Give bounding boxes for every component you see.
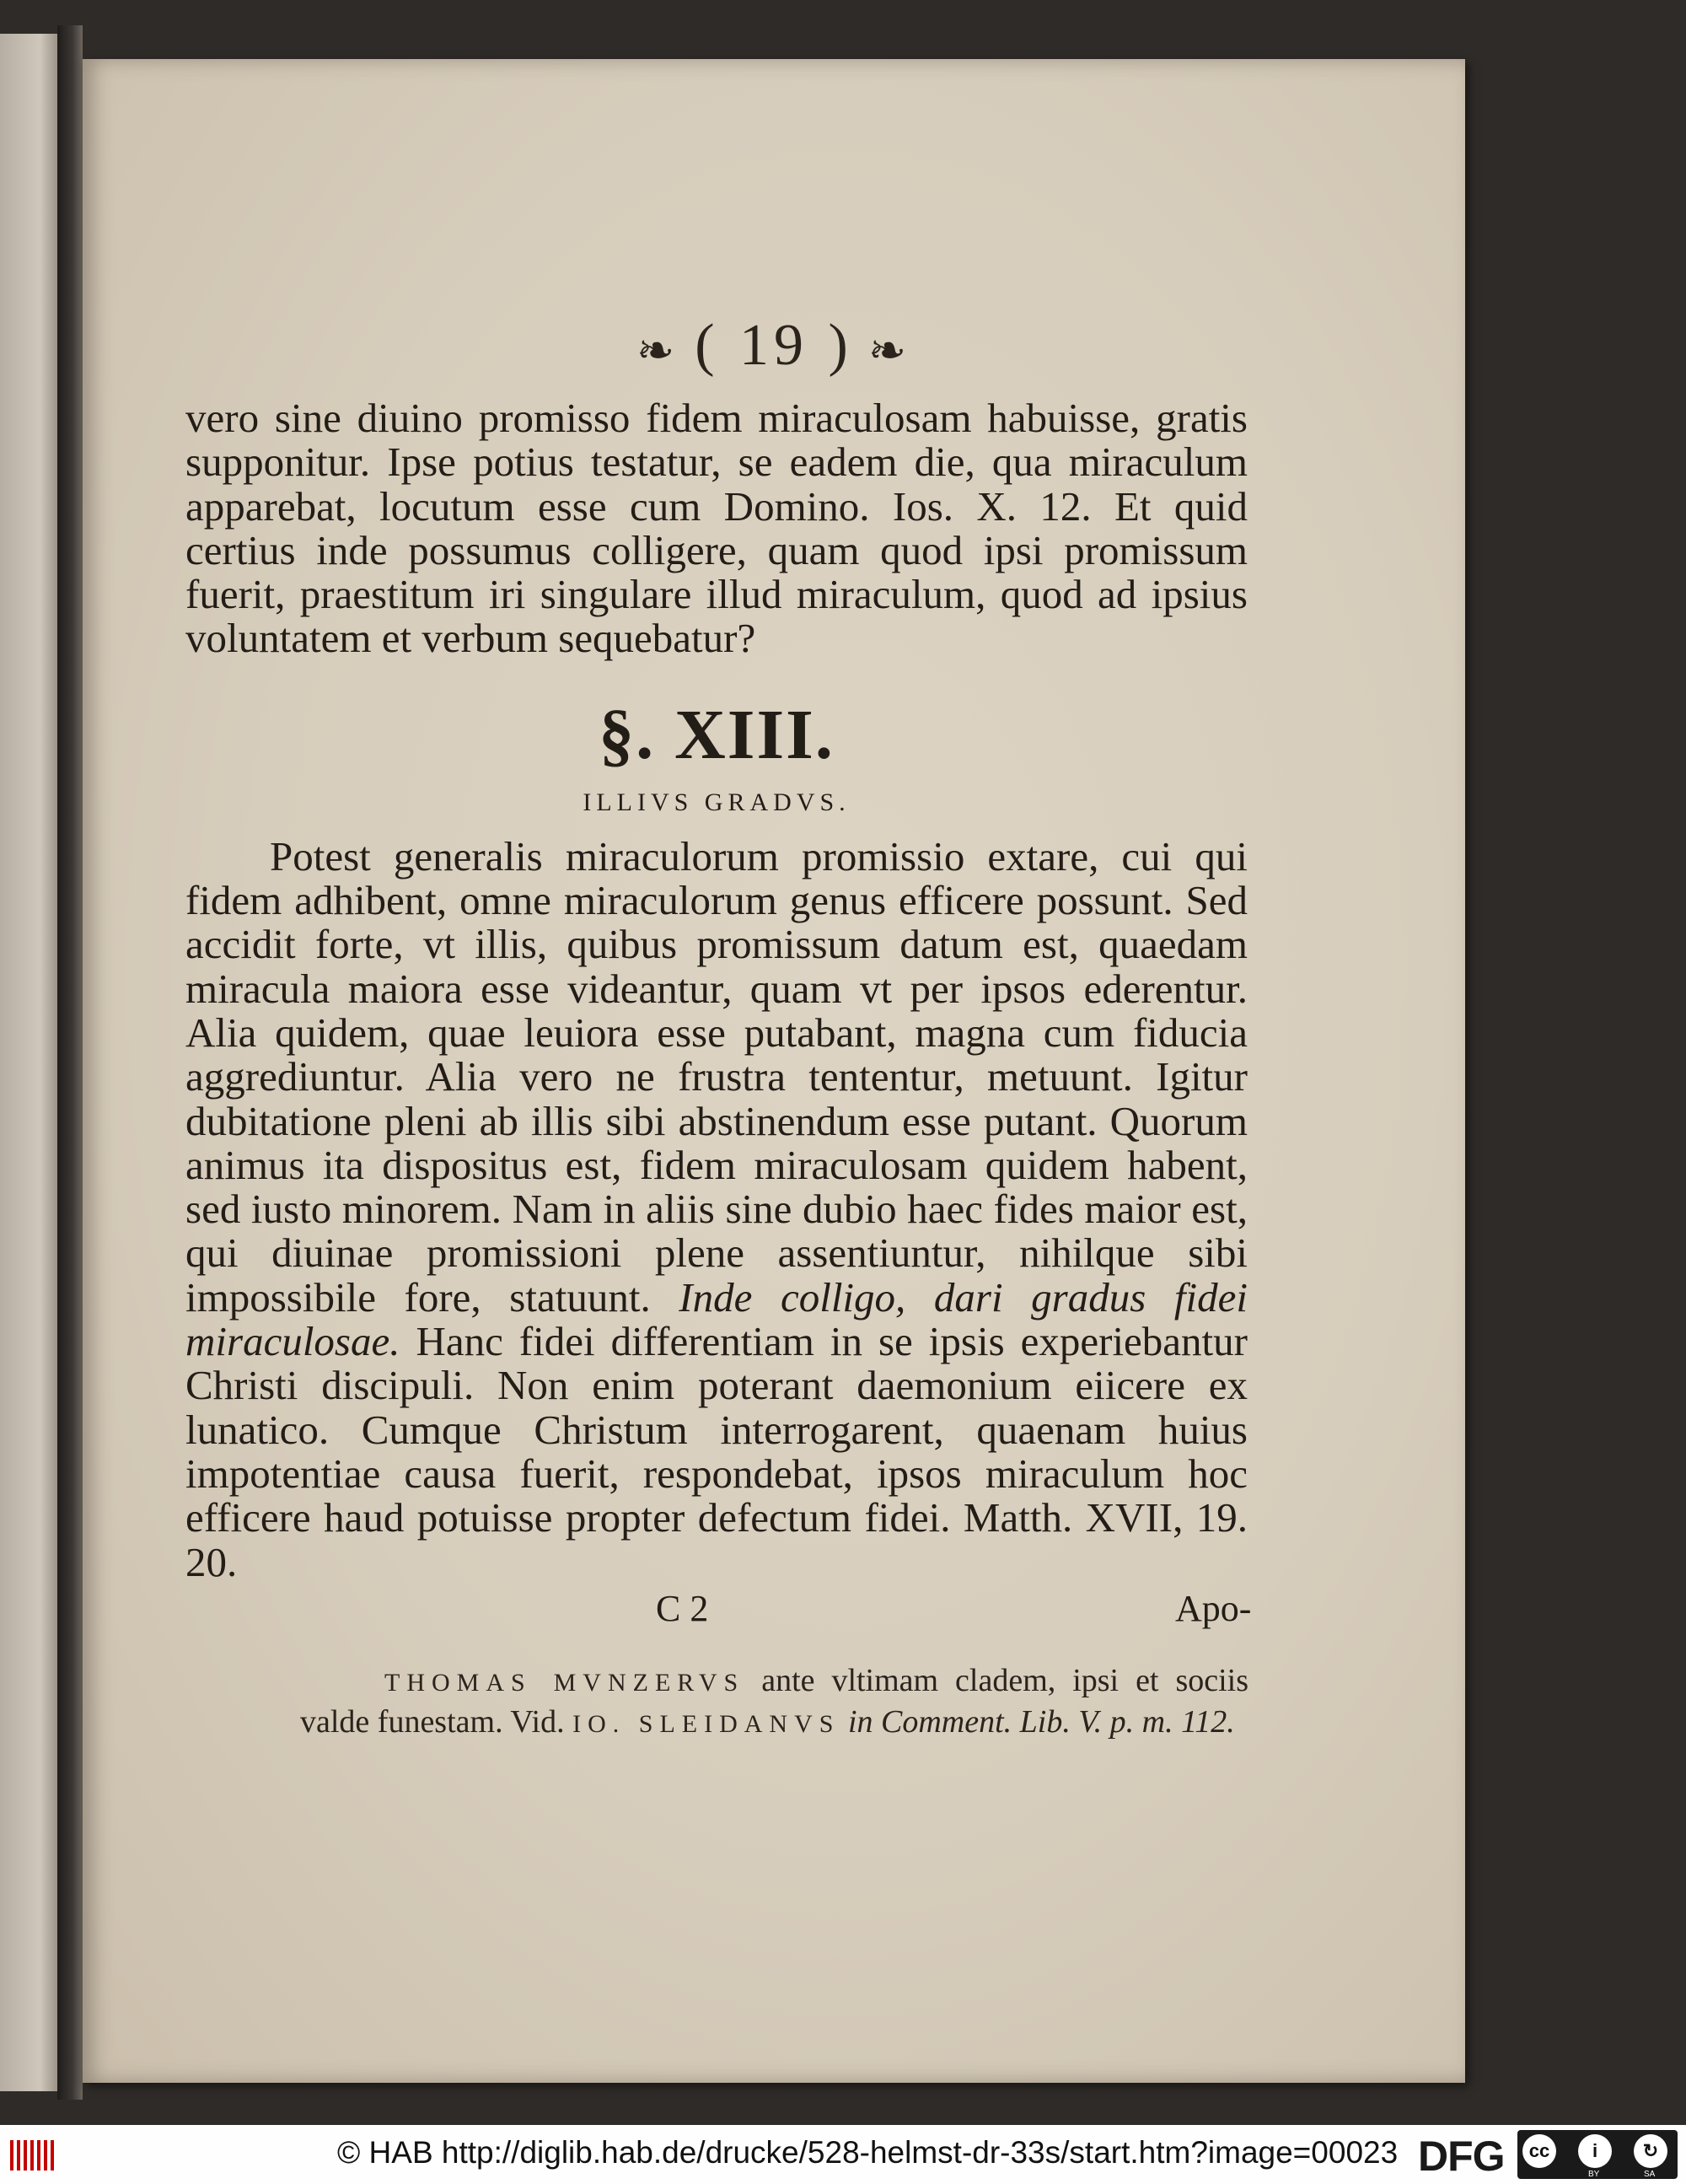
dfg-logo: DFG <box>1418 2133 1505 2180</box>
paragraph-2-text-end: Hanc fidei differentiam in se ipsis experiebantur Christi discipuli. Non enim poterant daemonium eiicere ex lunatico. Cumque Christum interrogarent, quaenam huius impotentiae causa fuerit, respondebat, ipsos miraculum hoc efficere haud potuisse propter defectum fidei. Matth. XVII, 19. 20. <box>185 1318 1248 1585</box>
credit-link[interactable]: © HAB http://diglib.hab.de/drucke/528-helmst-dr-33s/start.htm?image=00023 <box>337 2135 1399 2170</box>
page-header <box>83 312 1465 379</box>
cc-icon: cc <box>1522 2134 1556 2168</box>
page-number: ( 19 ) <box>695 313 853 378</box>
book-gutter <box>57 25 83 2100</box>
cc-license-badge[interactable] <box>1517 2130 1678 2179</box>
section-subtitle: ILLIVS GRADVS. <box>583 788 851 816</box>
sa-label: SA <box>1644 2170 1656 2179</box>
footer-bar <box>0 2125 1686 2184</box>
paragraph-2-italic: Inde colligo, dari gradus fidei miraculosae. <box>185 1273 1248 1365</box>
signature-mark: C 2 <box>656 1588 709 1629</box>
ornament-left-icon: ❧ <box>636 325 680 377</box>
footnote-name-1: THOMAS MVNZERVS <box>384 1669 745 1697</box>
ornament-right-icon: ❧ <box>867 325 912 377</box>
paragraph-2 <box>185 832 1248 1585</box>
sa-icon: ↻ <box>1634 2134 1667 2168</box>
footnote <box>300 1661 1248 1744</box>
footnote-text-2: in Comment. Lib. V. p. m. 112. <box>840 1704 1235 1740</box>
by-label: BY <box>1588 2170 1600 2179</box>
footnote-text-1: ante vltimam cladem, ipsi et sociis valde funestam. Vid. <box>300 1663 1248 1740</box>
scanned-page <box>83 59 1465 2083</box>
body-text <box>185 396 1248 1584</box>
by-icon: i <box>1578 2134 1612 2168</box>
catchword: Apo- <box>1175 1588 1252 1629</box>
paragraph-2-text: Potest generalis miraculorum promissio extare, cui qui fidem adhibent, omne miraculorum genus efficere possunt. Sed accidit forte, vt illis, quibus promissum datum est, quaedam miracula maiora esse videantur, quam vt per ipsos ederentur. Alia quidem, quae leuiora esse putabant, magna cum fiducia aggrediuntur. Alia vero ne frustra tententur, metuunt. Igitur dubitatione pleni ab illis sibi abstinendum esse putant. Quorum animus ita dispositus est, fidem miraculosam quidem habent, sed iusto minorem. Nam in aliis sine dubio haec fides maior est, qui diuinae promissioni plene assentiuntur, nihilque sibi impossibile fore, statuunt. <box>185 832 1248 1321</box>
ruler-icon <box>10 2140 57 2171</box>
footnote-name-2: IO. SLEIDANVS <box>572 1710 840 1738</box>
section-heading: §. XIII. <box>599 695 835 774</box>
paragraph-1: vero sine diuino promisso fidem miraculosam habuisse, gratis supponitur. Ipse potius testatur, se eadem die, qua miraculum apparebat, locutum esse cum Domino. Ios. X. 12. Et quid certius inde possumus colligere, quam quod ipsi promissum fuerit, praestitum iri singulare illud miraculum, quod ad ipsius voluntatem et verbum sequebatur? <box>185 395 1248 662</box>
previous-page-edge <box>0 34 57 2091</box>
